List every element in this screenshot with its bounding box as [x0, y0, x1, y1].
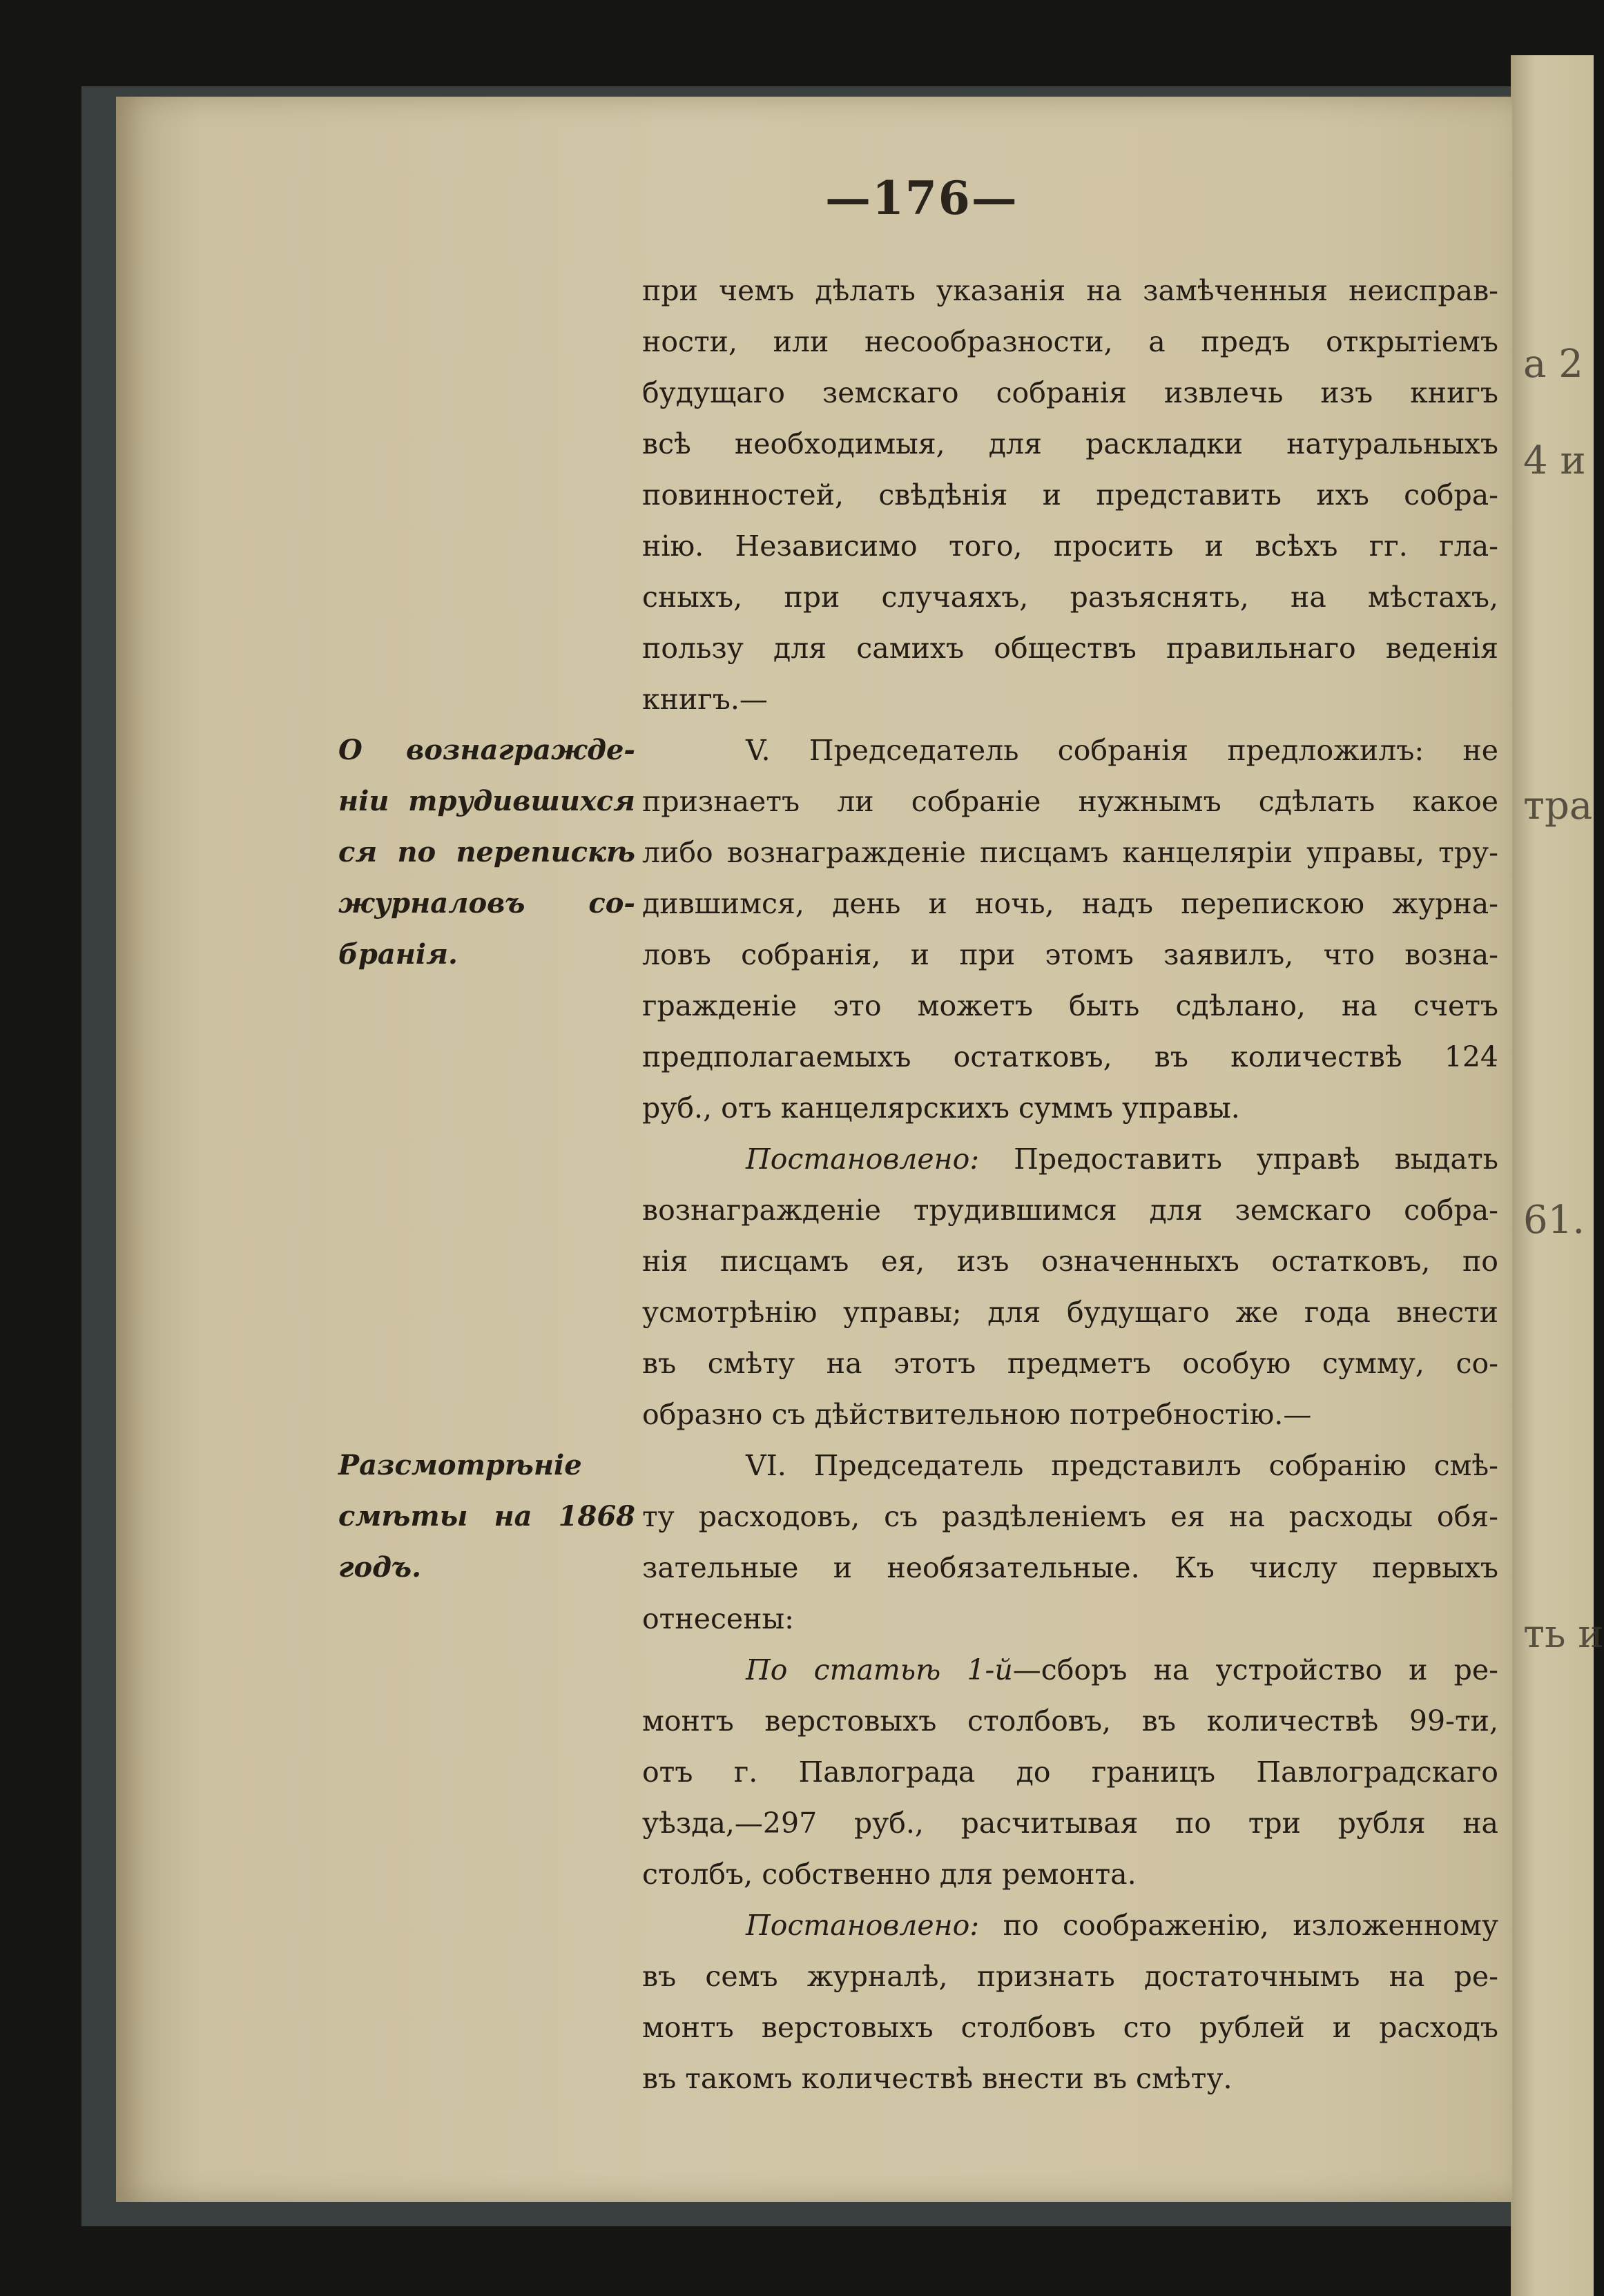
- text-line: образно съ дѣйствительною потребностію.—: [642, 1398, 1312, 1431]
- text-line: дившимся, день и ночь, надъ перепискою журна-: [642, 887, 1498, 920]
- text-line: въ семъ журналѣ, признать достаточнымъ на ре-: [642, 1960, 1498, 1993]
- text-line: гражденіе это можетъ быть сдѣлано, на счетъ: [642, 989, 1498, 1022]
- margin-note-remuneration: [338, 725, 635, 980]
- paragraph-6: [642, 1900, 1498, 2104]
- text-line: ловъ собранія, и при этомъ заявилъ, что возна-: [642, 938, 1498, 971]
- text-line: пользу для самихъ обществъ правильнаго веденія: [642, 632, 1498, 665]
- margin-note-line: бранія.: [338, 938, 458, 971]
- text-line: руб., отъ канцелярскихъ суммъ управы.: [642, 1091, 1240, 1125]
- text-line: отнесены:: [642, 1602, 794, 1635]
- text-line: уѣзда,—297 руб., расчитывая по три рубля на: [642, 1807, 1498, 1840]
- margin-note-line: ніи трудившихся: [338, 785, 635, 817]
- paragraph-3: [642, 1134, 1498, 1440]
- margin-note-budget: [338, 1440, 635, 1593]
- text-line: всѣ необходимыя, для раскладки натуральныхъ: [642, 427, 1498, 460]
- text-line: либо вознагражденіе писцамъ канцеляріи управы, тру-: [642, 836, 1498, 869]
- text-line: усмотрѣнію управы; для будущаго же года внести: [642, 1296, 1498, 1329]
- text-line: столбъ, собственно для ремонта.: [642, 1858, 1137, 1891]
- margin-note-line: ся по перепискѣ: [338, 836, 635, 868]
- margin-note-line: О вознагражде-: [338, 734, 635, 766]
- text-line: повинностей, свѣдѣнія и представить ихъ собра-: [642, 478, 1498, 512]
- lead-phrase: Постановлено:: [746, 1909, 980, 1942]
- paragraph-2: [642, 725, 1498, 1134]
- text-line: признаетъ ли собраніе нужнымъ сдѣлать какое: [642, 785, 1498, 818]
- text-line: зательные и необязательные. Къ числу первыхъ: [642, 1551, 1498, 1584]
- lead-phrase: По статьѣ 1-й: [746, 1653, 1013, 1686]
- paragraph-1: [642, 265, 1498, 725]
- margin-note-line: журналовъ со-: [338, 887, 635, 920]
- paragraph-5: [642, 1644, 1498, 1900]
- text-line: сныхъ, при случаяхъ, разъяснять, на мѣстахъ,: [642, 581, 1498, 614]
- text-line: въ такомъ количествѣ внести въ смѣту.: [642, 2062, 1233, 2095]
- text-run: —сборъ на устройство и ре-: [1012, 1653, 1498, 1686]
- margin-note-line: годъ.: [338, 1551, 421, 1584]
- text-line: нія писцамъ ея, изъ означенныхъ остатковъ, по: [642, 1245, 1498, 1278]
- margin-note-line: смѣты на 1868: [338, 1500, 635, 1533]
- paragraph-4: [642, 1440, 1498, 1644]
- text-line: [642, 1134, 1498, 1185]
- text-run: Предоставить управѣ выдать: [1014, 1142, 1498, 1176]
- text-line: VI. Председатель представилъ собранію смѣ-: [746, 1449, 1498, 1482]
- text-line: вознагражденіе трудившимся для земскаго собра-: [642, 1194, 1498, 1227]
- text-line: V. Председатель собранія предложилъ: не: [746, 734, 1498, 767]
- text-line: монтъ верстовыхъ столбовъ, въ количествѣ 99-ти,: [642, 1704, 1498, 1738]
- text-line: нію. Независимо того, просить и всѣхъ гг. гла-: [642, 529, 1498, 563]
- text-line: монтъ верстовыхъ столбовъ сто рублей и расходъ: [642, 2011, 1498, 2044]
- text-line: при чемъ дѣлать указанія на замѣченныя неисправ-: [642, 274, 1498, 307]
- adjacent-page-edge: а 2 4 и тра 61. ть и: [1511, 55, 1594, 2296]
- text-line: отъ г. Павлограда до границъ Павлоградскаго: [642, 1755, 1498, 1789]
- text-line: въ смѣту на этотъ предметъ особую сумму, со-: [642, 1347, 1498, 1380]
- text-line: [642, 1644, 1498, 1695]
- text-line: предполагаемыхъ остатковъ, въ количествѣ 124: [642, 1040, 1498, 1073]
- margin-note-line: Разсмотрѣніе: [338, 1449, 582, 1481]
- text-line: ту расходовъ, съ раздѣленіемъ ея на расходы обя-: [642, 1500, 1498, 1533]
- text-line: книгъ.—: [642, 683, 768, 716]
- text-line: [642, 1900, 1498, 1951]
- text-run: по соображенію, изложенному: [1003, 1909, 1498, 1942]
- text-line: будущаго земскаго собранія извлечь изъ книгъ: [642, 376, 1498, 409]
- lead-phrase: Постановлено:: [746, 1142, 980, 1176]
- page-number: —176—: [825, 171, 1018, 225]
- text-line: ности, или несообразности, а предъ открытіемъ: [642, 325, 1498, 358]
